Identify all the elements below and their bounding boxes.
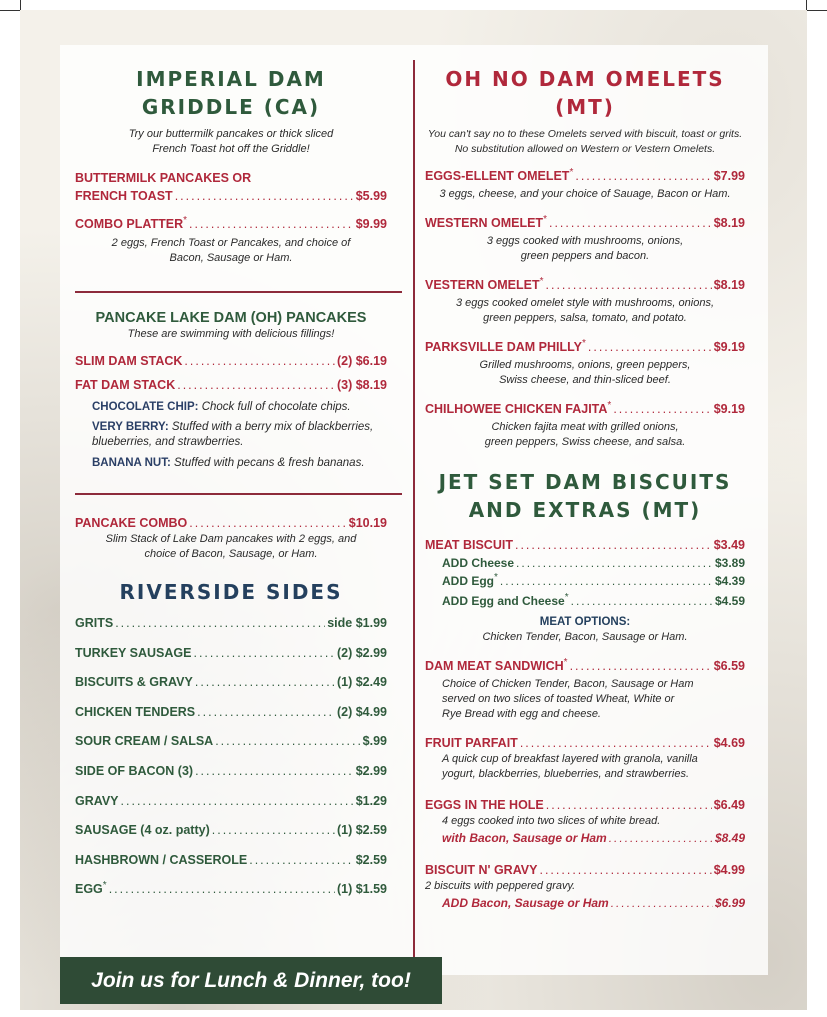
omelets-title: OH NO DAM OMELETS (MT) xyxy=(445,67,725,119)
item-desc: 3 eggs, cheese, and your choice of Sauage, Bacon or Ham. xyxy=(439,188,731,200)
menu-item xyxy=(75,703,387,721)
item-price: $9.99 xyxy=(355,217,387,231)
menu-item xyxy=(425,657,745,677)
menu-item xyxy=(75,376,387,394)
menu-item xyxy=(75,514,387,532)
flavor-desc: Stuffed with a berry mix of blackberries, blueberries, and strawberries. xyxy=(92,421,374,448)
item-name-wrap xyxy=(425,400,611,420)
sides-list xyxy=(75,614,387,900)
star-mark: * xyxy=(183,215,187,226)
item-price: (1) $2.49 xyxy=(336,675,387,690)
item-desc: A quick cup of breakfast layered with granola, vanilla yogurt, blackberries, blueberries, and strawberries. xyxy=(442,753,698,780)
item-desc: 4 eggs cooked into two slices of white bread. xyxy=(442,815,661,827)
section-divider xyxy=(75,493,402,495)
menu-item xyxy=(425,167,745,187)
item-name: SIDE OF BACON (3) xyxy=(75,763,194,778)
crop-mark xyxy=(0,10,20,11)
menu-item xyxy=(75,187,387,205)
star-mark: * xyxy=(494,572,498,583)
crop-mark xyxy=(807,10,827,11)
item-price: $3.89 xyxy=(714,556,745,570)
biscuits-title: JET SET DAM BISCUITS AND EXTRAS (MT) xyxy=(438,470,732,522)
item-price: $9.19 xyxy=(713,340,745,354)
menu-item xyxy=(75,762,387,780)
menu-item xyxy=(442,554,745,572)
menu-item-addon xyxy=(442,894,745,912)
omelets-desc: You can't say no to these Omelets served with biscuit, toast or grits. No substitution allowed on Western or Vestern Omelets. xyxy=(427,128,743,155)
item-name: WESTERN OMELET xyxy=(425,216,544,230)
flavor-item xyxy=(92,455,387,472)
meat-options-desc: Chicken Tender, Bacon, Sausage or Ham. xyxy=(482,631,688,643)
menu-item xyxy=(75,352,387,370)
item-price: $7.99 xyxy=(713,169,745,183)
item-price: $4.69 xyxy=(713,736,745,750)
item-name: BUTTERMILK PANCAKES OR xyxy=(75,171,252,185)
item-name-wrap xyxy=(425,214,547,234)
item-name-wrap xyxy=(425,276,544,296)
item-name: FRENCH TOAST xyxy=(75,189,173,203)
item-price: $.99 xyxy=(362,734,387,749)
menu-page xyxy=(20,10,807,1010)
item-desc: Grilled mushrooms, onions, green peppers, Swiss cheese, and thin-sliced beef. xyxy=(479,359,691,386)
item-name: PANCAKE COMBO xyxy=(75,516,188,530)
item-price: $6.49 xyxy=(713,798,745,812)
item-desc: Slim Stack of Lake Dam pancakes with 2 eggs, and choice of Bacon, Sausage, or Ham. xyxy=(105,533,357,560)
item-desc: Choice of Chicken Tender, Bacon, Sausage or Ham served on two slices of toasted Wheat, White or Rye Bread with egg and cheese. xyxy=(442,678,694,720)
item-name: EGGS-ELLENT OMELET xyxy=(425,169,570,183)
item-name: DAM MEAT SANDWICH xyxy=(425,659,564,673)
menu-item xyxy=(75,673,387,691)
star-mark: * xyxy=(581,338,586,349)
menu-item-line xyxy=(75,169,387,187)
flavor-item xyxy=(92,420,387,450)
flavor-name: CHOCOLATE CHIP: xyxy=(92,401,199,413)
flavor-item xyxy=(92,399,387,416)
item-name: CHILHOWEE CHICKEN FAJITA xyxy=(425,402,608,416)
item-name: GRITS xyxy=(75,616,114,630)
menu-item xyxy=(425,796,745,814)
item-name-wrap xyxy=(442,572,498,592)
item-name: SAUSAGE (4 oz. patty) xyxy=(75,823,210,838)
menu-item xyxy=(75,644,387,662)
item-name-wrap xyxy=(442,592,569,612)
item-price: $1.29 xyxy=(355,793,387,808)
flavor-desc: Chock full of chocolate chips. xyxy=(201,401,351,413)
menu-item-addon xyxy=(442,829,745,847)
menu-item xyxy=(75,880,387,900)
item-name-wrap xyxy=(425,338,586,358)
lunch-dinner-banner: Join us for Lunch & Dinner, too! xyxy=(60,957,442,1004)
crop-mark xyxy=(20,0,21,10)
item-name-wrap xyxy=(425,167,573,187)
menu-item xyxy=(75,821,387,839)
item-name-wrap xyxy=(75,732,213,750)
menu-item xyxy=(425,536,745,554)
item-price: $8.19 xyxy=(713,216,745,230)
item-price: (3) $8.19 xyxy=(336,378,387,392)
star-mark: * xyxy=(102,880,107,892)
section-divider xyxy=(75,291,402,293)
item-name-wrap xyxy=(75,792,119,810)
menu-item xyxy=(425,861,745,879)
item-name: MEAT BISCUIT xyxy=(425,538,513,552)
item-name-wrap xyxy=(75,762,193,780)
item-name: VESTERN OMELET xyxy=(425,278,540,292)
item-name-wrap xyxy=(442,554,514,572)
item-price: $9.19 xyxy=(713,402,745,416)
item-name: FRUIT PARFAIT xyxy=(425,736,518,750)
menu-item xyxy=(442,592,745,612)
item-price: side $1.99 xyxy=(327,616,387,630)
item-price: (2) $4.99 xyxy=(336,704,387,719)
combo-section xyxy=(75,514,387,912)
left-column xyxy=(75,65,387,266)
right-column xyxy=(425,65,745,912)
item-price: (2) $6.19 xyxy=(336,354,387,368)
menu-item xyxy=(425,214,745,234)
item-desc: 2 eggs, French Toast or Pancakes, and choice of Bacon, Sausage or Ham. xyxy=(111,237,351,264)
item-name: HASHBROWN / CASSEROLE xyxy=(75,852,248,867)
griddle-title: IMPERIAL DAM GRIDDLE (CA) xyxy=(136,67,326,119)
menu-item xyxy=(75,851,387,869)
crop-mark xyxy=(806,0,807,10)
item-price: $4.39 xyxy=(714,574,745,588)
adds-list xyxy=(442,554,745,612)
menu-item xyxy=(425,734,745,752)
pancakes-title: PANCAKE LAKE DAM (OH) PANCAKES xyxy=(95,310,367,326)
menu-item xyxy=(442,572,745,592)
item-price: $8.19 xyxy=(713,278,745,292)
item-price: (2) $2.99 xyxy=(336,645,387,660)
item-name: EGGS IN THE HOLE xyxy=(425,798,544,812)
item-desc: 3 eggs cooked omelet style with mushrooms, onions, green peppers, salsa, tomato, and potato. xyxy=(455,297,715,324)
item-price: $5.99 xyxy=(355,189,387,203)
addon-price: $8.49 xyxy=(714,831,745,845)
item-price: $10.19 xyxy=(348,516,387,530)
star-mark: * xyxy=(564,592,569,603)
addon-name: ADD Bacon, Sausage or Ham xyxy=(442,896,609,910)
star-mark: * xyxy=(607,400,612,411)
omelet-list xyxy=(425,167,745,450)
item-name: CHICKEN TENDERS xyxy=(75,704,196,719)
item-name-wrap xyxy=(75,851,247,869)
item-price: (1) $2.59 xyxy=(336,823,387,838)
item-price: (1) $1.59 xyxy=(336,882,387,897)
item-name: COMBO PLATTER xyxy=(75,217,184,231)
item-price: $6.59 xyxy=(713,659,745,673)
item-name: BISCUIT N' GRAVY xyxy=(425,863,538,877)
item-name: ADD Egg xyxy=(442,574,494,588)
menu-item xyxy=(425,400,745,420)
item-name: ADD Egg and Cheese xyxy=(442,594,565,608)
menu-item xyxy=(425,276,745,296)
item-name: GRAVY xyxy=(75,793,119,808)
item-price: $4.99 xyxy=(713,863,745,877)
item-name: TURKEY SAUSAGE xyxy=(75,645,192,660)
item-price: $4.59 xyxy=(714,594,745,608)
item-name: ADD Cheese xyxy=(442,556,515,570)
item-name: FAT DAM STACK xyxy=(75,378,176,392)
flavor-name: BANANA NUT: xyxy=(92,457,171,469)
item-price: $2.59 xyxy=(355,852,387,867)
item-desc: 2 biscuits with peppered gravy. xyxy=(425,880,576,892)
addon-price: $6.99 xyxy=(714,896,745,910)
item-name: SOUR CREAM / SALSA xyxy=(75,734,214,749)
menu-item xyxy=(75,614,387,632)
item-price: $2.99 xyxy=(355,763,387,778)
pancakes-section xyxy=(75,310,387,472)
item-name-wrap xyxy=(75,644,191,662)
item-price: $3.49 xyxy=(713,538,745,552)
menu-item xyxy=(75,215,387,235)
sides-title: RIVERSIDE SIDES xyxy=(119,580,343,604)
item-desc: 3 eggs cooked with mushrooms, onions, green peppers and bacon. xyxy=(486,235,684,262)
meat-options-title: MEAT OPTIONS: xyxy=(539,616,631,628)
item-name-wrap xyxy=(75,880,107,900)
griddle-desc: Try our buttermilk pancakes or thick sliced French Toast hot off the Griddle! xyxy=(128,128,334,155)
star-mark: * xyxy=(539,276,544,287)
item-name-wrap xyxy=(75,614,113,632)
item-name: BISCUITS & GRAVY xyxy=(75,675,193,690)
item-name-wrap xyxy=(75,673,193,691)
flavor-name: VERY BERRY: xyxy=(92,421,169,433)
item-name: EGG xyxy=(75,882,103,897)
item-desc: Chicken fajita meat with grilled onions, green peppers, Swiss cheese, and salsa. xyxy=(484,421,686,448)
item-name-wrap xyxy=(75,821,210,839)
star-mark: * xyxy=(569,167,574,178)
item-name-wrap xyxy=(75,703,195,721)
item-name: PARKSVILLE DAM PHILLY xyxy=(425,340,582,354)
addon-name: with Bacon, Sausage or Ham xyxy=(442,831,607,845)
menu-item xyxy=(75,732,387,750)
item-name: SLIM DAM STACK xyxy=(75,354,183,368)
star-mark: * xyxy=(543,214,547,225)
menu-item xyxy=(425,338,745,358)
pancakes-desc: These are swimming with delicious fillings! xyxy=(127,328,335,340)
column-divider xyxy=(413,60,415,975)
flavor-desc: Stuffed with pecans & fresh bananas. xyxy=(174,457,365,469)
star-mark: * xyxy=(563,657,568,668)
menu-item xyxy=(75,792,387,810)
menu-panel xyxy=(60,45,768,992)
